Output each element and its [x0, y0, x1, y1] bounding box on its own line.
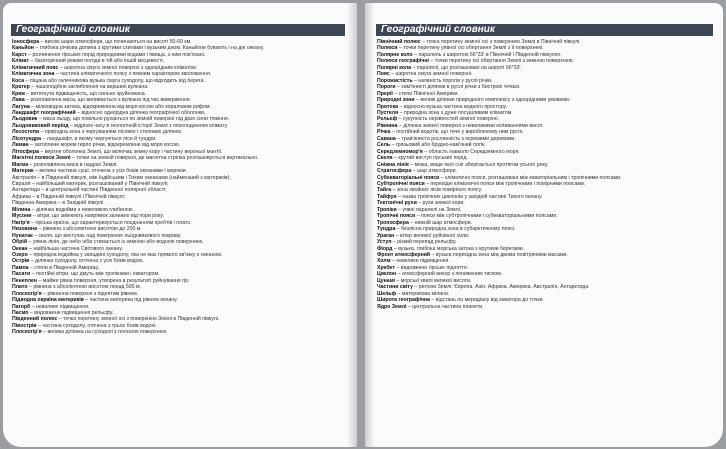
glossary-definition: – степи Північної Америки. — [392, 90, 459, 97]
glossary-term: Кратер — [12, 84, 30, 91]
left-page-header: Географічний словник — [11, 24, 345, 36]
glossary-term: Пасмо — [12, 310, 29, 317]
glossary-term: Пагорб — [12, 303, 31, 310]
glossary-term: Порожистість — [377, 77, 413, 84]
glossary-term: Шельф — [377, 290, 397, 297]
glossary-definition: – глибока річкова долина з крутими схилами і вузьким дном. Каньйони бувають і на дні океану. — [33, 45, 265, 52]
glossary-definition: – рухи земної кори. — [416, 200, 465, 207]
glossary-definition: – точка перетину земної осі з поверхнею Землі в Південній півкулі. — [57, 316, 220, 323]
glossary-term: Тайга — [377, 187, 392, 194]
glossary-term: Природні зони — [377, 97, 415, 104]
glossary-definition: – велика ділянка на суходолі з плоскою поверхнею. — [41, 329, 168, 336]
glossary-term: Лава — [12, 97, 25, 104]
glossary-definition: – частина кліматичного поясу з певним характером зволоження. — [54, 71, 212, 78]
glossary-term: Холм — [377, 258, 391, 265]
glossary-definition: – вітри, що змінюють напрямок залежно від пори року. — [31, 213, 164, 220]
glossary-term: Клімат — [12, 58, 30, 65]
glossary-definition: – зона хвойних лісів помірного поясу. — [391, 187, 483, 194]
glossary-definition: – грязьовий або брудно-кам'яний потік. — [390, 142, 486, 149]
glossary-term: Тектонічні рухи — [377, 200, 417, 207]
glossary-definition: – кліматичні пояси, розташовані між екваторіальним і тропічними поясами. — [439, 174, 622, 181]
glossary-definition: – відносно вузька частина водного простору. — [398, 103, 508, 110]
glossary-definition: – сукупність нерівностей земної поверхні. — [397, 116, 499, 123]
glossary-definition: – регіони Землі: Європа, Азія, Африка, Америка, Австралія, Антарктида. — [412, 284, 590, 291]
glossary-term: Сель — [377, 142, 391, 149]
glossary-definition: – великі ділянки природного комплексу з однорідними умовами. — [414, 97, 571, 104]
glossary-definition: – уявні паралелі на Землі. — [396, 206, 462, 213]
glossary-term: Пенеплен — [12, 277, 38, 284]
glossary-term: Північний полюс — [377, 39, 421, 45]
glossary-term: Полюси — [377, 45, 398, 52]
glossary-definition: – розплавлена маса, що виливається з вулкана під час виверження. — [24, 97, 192, 104]
glossary-term: Фіорд — [377, 245, 393, 252]
glossary-definition: – постійні вітри, що дмуть між тропіками і екватором. — [30, 271, 160, 278]
glossary-definition: – відстань по меридіану від екватора до точки. — [429, 297, 544, 304]
glossary-definition: – витягнута підвищеність, що сильно зруйнована. — [24, 90, 147, 97]
glossary-definition: – межа, вище якої сніг зберігається протягом усього року. — [408, 161, 549, 168]
glossary-term: Фронт атмосферний — [377, 251, 431, 258]
glossary-definition: – материкова мілина. — [396, 290, 450, 297]
glossary-term: Літосфера — [12, 148, 39, 155]
glossary-term: Плоскогір'я — [12, 329, 42, 336]
glossary-term: Озеро — [12, 251, 28, 258]
glossary-term: Пасати — [12, 271, 31, 278]
glossary-definition: – вітер великої руйнівної сили. — [394, 232, 470, 239]
glossary-definition: Антарктида – в центральній частині Південної полярної області; — [12, 187, 167, 194]
glossary-definition: – відносно однорідна ділянка географічної оболонки. — [75, 109, 206, 116]
glossary-definition: – область навколо Середземного моря. — [422, 148, 520, 155]
glossary-term: Пампа — [12, 264, 29, 271]
left-page-gutter-shadow — [347, 3, 357, 447]
glossary-definition: – затоплене морем гирло річки, відокремлене від моря косою. — [28, 142, 181, 149]
glossary-term: Пустеля — [377, 109, 399, 116]
glossary-term: Магнітні полюси Землі — [12, 155, 71, 162]
glossary-term: Стратосфера — [377, 168, 412, 175]
glossary-term: Пояс — [377, 71, 390, 78]
glossary-definition: – вузька, глибока морська затока з крутими берегами. — [392, 245, 525, 252]
right-page-header: Географічний словник — [376, 24, 713, 36]
glossary-definition: – маса льоду, що повільно рухається по земній поверхні під дією сили тяжіння. — [37, 116, 230, 123]
glossary-definition: Африка – в Південній півкулі і Північній півкулі; — [12, 193, 126, 200]
glossary-definition: – частина материка під рівнем океану. — [83, 297, 178, 304]
glossary-definition: – рівнина з абсолютною висотою до 200 м. — [36, 226, 142, 233]
glossary-definition: – атмосферний вихор з пониженим тиском. — [396, 271, 503, 278]
glossary-definition: – верхня оболонка Землі, що включає земну кору і частину верхньої мантії. — [38, 148, 223, 155]
glossary-term: Рівнина — [377, 122, 398, 129]
glossary-term: Прерії — [377, 90, 393, 97]
glossary-definition: – невелике підвищення. — [390, 258, 450, 265]
glossary-definition: – рівнина з абсолютною висотою понад 500 м. — [27, 284, 142, 291]
glossary-term: Полюси географічні — [377, 58, 429, 65]
glossary-definition: – невелике підвищення. — [30, 303, 90, 310]
glossary-term: Океан — [12, 245, 28, 252]
glossary-definition: – велика частина суші, оточена з усіх боків океанами і морями. — [33, 168, 187, 175]
glossary-definition: – точки на земній поверхні, де магнітна стрілка розташовується вертикально. — [70, 155, 259, 162]
glossary-term: Цунамі — [377, 277, 395, 284]
glossary-term: Підводна окраїна материків — [12, 297, 84, 304]
glossary-term: Каньйон — [12, 45, 34, 52]
glossary-definition: Австралія – в Південній півкулі, між Індійським і Тихим океанами (найменший з материків); — [12, 174, 231, 181]
glossary-term: Середземномор'я — [377, 148, 423, 155]
glossary-term: Іоносфера — [12, 39, 40, 45]
glossary-term: Тропосфера — [377, 219, 409, 226]
glossary-definition: – точки перетину уявної осі обертання Землі з її поверхнею. — [397, 45, 544, 52]
glossary-term: Материк — [12, 168, 34, 175]
glossary-definition: – широтна смуга земної поверхні з однорідним кліматом. — [58, 64, 198, 71]
glossary-term: Ураган — [377, 232, 395, 239]
glossary-term: Хребет — [377, 264, 396, 271]
glossary-definition: – безлісна природна зона в субарктичному поясі. — [395, 226, 516, 233]
glossary-term: Лісотундра — [12, 135, 42, 142]
glossary-definition: – рівнинна поверхня з піднятим рівнем. — [41, 290, 139, 297]
glossary-term: Півострів — [12, 322, 37, 329]
glossary-term: Плоскогір'я — [12, 290, 42, 297]
glossary-term: Тундра — [377, 226, 396, 233]
glossary-term: Тайфун — [377, 193, 397, 200]
glossary-term: Нунатак — [12, 232, 33, 239]
glossary-definition: – піщана або галечникова вузька смуга суходолу, що відходить від берега. — [24, 77, 205, 84]
glossary-term: Ядро Землі — [377, 303, 407, 310]
glossary-definition: – розплавлена маса в надрах Землі. — [28, 161, 118, 168]
glossary-definition: – багаторічний режим погоди в тій або іншій місцевості. — [29, 58, 165, 65]
glossary-definition: – точки перетину осі обертання Землі з земною поверхнею. — [428, 58, 574, 65]
glossary-entry — [12, 329, 346, 335]
glossary-definition: – природна зона з чергуванням лісових і степових ділянок. — [39, 129, 183, 136]
glossary-definition: – морські хвилі великої висоти. — [394, 277, 472, 284]
glossary-definition: – постійний водотік, що тече у виробленому ним руслі. — [390, 129, 524, 136]
glossary-definition: – ділянка суходолу, оточена з усіх боків водою. — [29, 258, 144, 265]
glossary-term: Плато — [12, 284, 28, 291]
glossary-term: Низовина — [12, 226, 37, 233]
glossary-definition: – розчинення гірських порід природними водами і явища, з ним пов'язані. — [26, 51, 206, 58]
glossary-term: Уступ — [377, 239, 392, 246]
glossary-term: Частини світу — [377, 284, 413, 291]
glossary-entry — [377, 304, 713, 310]
glossary-term: Карст — [12, 51, 27, 58]
glossary-term: Сніжна лінія — [377, 161, 409, 168]
glossary-term: Магма — [12, 161, 29, 168]
glossary-term: Полярні кола — [377, 64, 412, 71]
glossary-term: Льодовик — [12, 116, 38, 123]
glossary-term: Річка — [377, 129, 391, 136]
glossary-term: Лиман — [12, 142, 29, 149]
glossary-definition: – кам'янисті ділянки в руслі річки з бистрою течією. — [395, 84, 521, 91]
glossary-term: Кряж — [12, 90, 25, 97]
right-page — [365, 3, 723, 447]
glossary-definition: – нижній шар атмосфери. — [408, 219, 473, 226]
glossary-definition: – точка перетину земної осі з поверхнею Землі в Північній півкулі. — [420, 39, 581, 45]
glossary-definition: – скеля, що виступає над поверхнею льодовикового покриву. — [32, 232, 182, 239]
glossary-definition: – різкий перепад рельєфу. — [391, 239, 457, 246]
glossary-term: Полярне коло — [377, 51, 413, 58]
glossary-term: Льодовиковий період — [12, 122, 69, 129]
glossary-term: Скеля — [377, 155, 393, 162]
glossary-definition: – крутий виступ гірських порід. — [392, 155, 468, 162]
glossary-term: Мілина — [12, 206, 31, 213]
glossary-definition: – уявна лінія, де небо ніби стикається із земною або водною поверхнею. — [27, 239, 204, 246]
left-page — [3, 3, 357, 447]
glossary-definition: – гірська країна, що характеризується поєднанням хребтів і плато. — [29, 219, 192, 226]
glossary-definition: – ділянка водойми з невеликою глибиною. — [30, 206, 134, 213]
glossary-definition: Євразія – найбільший материк, розташований у Північній півкулі; — [12, 180, 169, 187]
glossary-term: Лесостепи — [12, 129, 40, 136]
glossary-definition: – степи в Південній Америці. — [28, 264, 100, 271]
glossary-definition: – ландшафт, в якому чергуються ліси й тундри. — [41, 135, 157, 142]
glossary-term: Тропіки — [377, 206, 397, 213]
right-page-gutter-shadow — [365, 3, 375, 447]
glossary-definition: – видовжене гірське підняття. — [395, 264, 469, 271]
glossary-definition: – назва тропічних циклонів у західній частині Тихого океану. — [396, 193, 543, 200]
glossary-term: Рельєф — [377, 116, 398, 123]
glossary-term: Острів — [12, 258, 30, 265]
glossary-definition: – паралелі, що розташовані на широті 66°33′. — [411, 64, 522, 71]
glossary-term: Кліматична зона — [12, 71, 55, 78]
glossary-definition: – пояси між субтропічними і субекваторіальними поясами. — [415, 213, 558, 220]
glossary-term: Південний полюс — [12, 316, 58, 323]
glossary-definition: – частина суходолу, оточена з трьох боків водою. — [36, 322, 157, 329]
glossary-term: Лагуна — [12, 103, 30, 110]
glossary-definition: – центральна частина планети. — [406, 303, 484, 310]
glossary-definition: – найбільша частина Світового океану. — [27, 245, 123, 252]
glossary-term: Нагір'я — [12, 219, 30, 226]
left-page-entries — [12, 39, 346, 336]
glossary-definition: – наявність порогів у руслі річки. — [412, 77, 493, 84]
glossary-term: Кліматичний пояс — [12, 64, 59, 71]
glossary-term: Мусони — [12, 213, 32, 220]
glossary-definition: – вузька перехідна зона між двома повітряними масами. — [430, 251, 568, 258]
glossary-term: Протока — [377, 103, 399, 110]
glossary-definition: – шар атмосфери. — [411, 168, 457, 175]
glossary-term: Тропічні пояси — [377, 213, 416, 220]
glossary-definition: – чашоподібне заглиблення на вершині вулкана. — [29, 84, 149, 91]
glossary-term: Обрій — [12, 239, 28, 246]
glossary-definition: – природна водойма у западині суходолу, яка не має прямого зв'язку з океаном. — [27, 251, 223, 258]
glossary-definition: Південна Америка – в Західній півкулі. — [12, 200, 105, 207]
glossary-definition: – природна зона з дуже посушливим кліматом. — [398, 109, 513, 116]
glossary-term: Ландшафт географічний — [12, 109, 76, 116]
glossary-definition: – мілководна затока, відокремлена від моря косою або кораловим рифом. — [29, 103, 211, 110]
glossary-definition: – ділянка земної поверхні з невеликими коливаннями висот. — [397, 122, 544, 129]
glossary-term: Коса — [12, 77, 25, 84]
glossary-term: Субекваторіальні пояси — [377, 174, 440, 181]
glossary-term: Циклон — [377, 271, 397, 278]
glossary-definition: – видовжене підвищення рельєфу. — [28, 310, 114, 317]
glossary-definition: – перехідні кліматичні пояси між тропічними і помірними поясами. — [424, 180, 586, 187]
glossary-term: Субтропічні пояси — [377, 180, 425, 187]
glossary-definition: – трав'яниста рослинність з окремими деревами. — [395, 135, 516, 142]
glossary-term: Савана — [377, 135, 396, 142]
glossary-definition: – широтна смуга земної поверхні. — [389, 71, 473, 78]
glossary-term: Пороги — [377, 84, 396, 91]
right-page-entries — [377, 39, 713, 310]
glossary-definition: – паралель з широтою 66°33′ в Північній і Південній півкулях. — [412, 51, 562, 58]
glossary-definition: – високі шари атмосфери, що починаються на висоті 50-60 км. — [39, 39, 192, 45]
glossary-definition: – відрізок часу в геологічній історії Землі з похолоданням клімату. — [68, 122, 229, 129]
glossary-term: Широта географічна — [377, 297, 430, 304]
glossary-definition: – майже рівна поверхня, утворена в результаті руйнування гір. — [37, 277, 190, 284]
